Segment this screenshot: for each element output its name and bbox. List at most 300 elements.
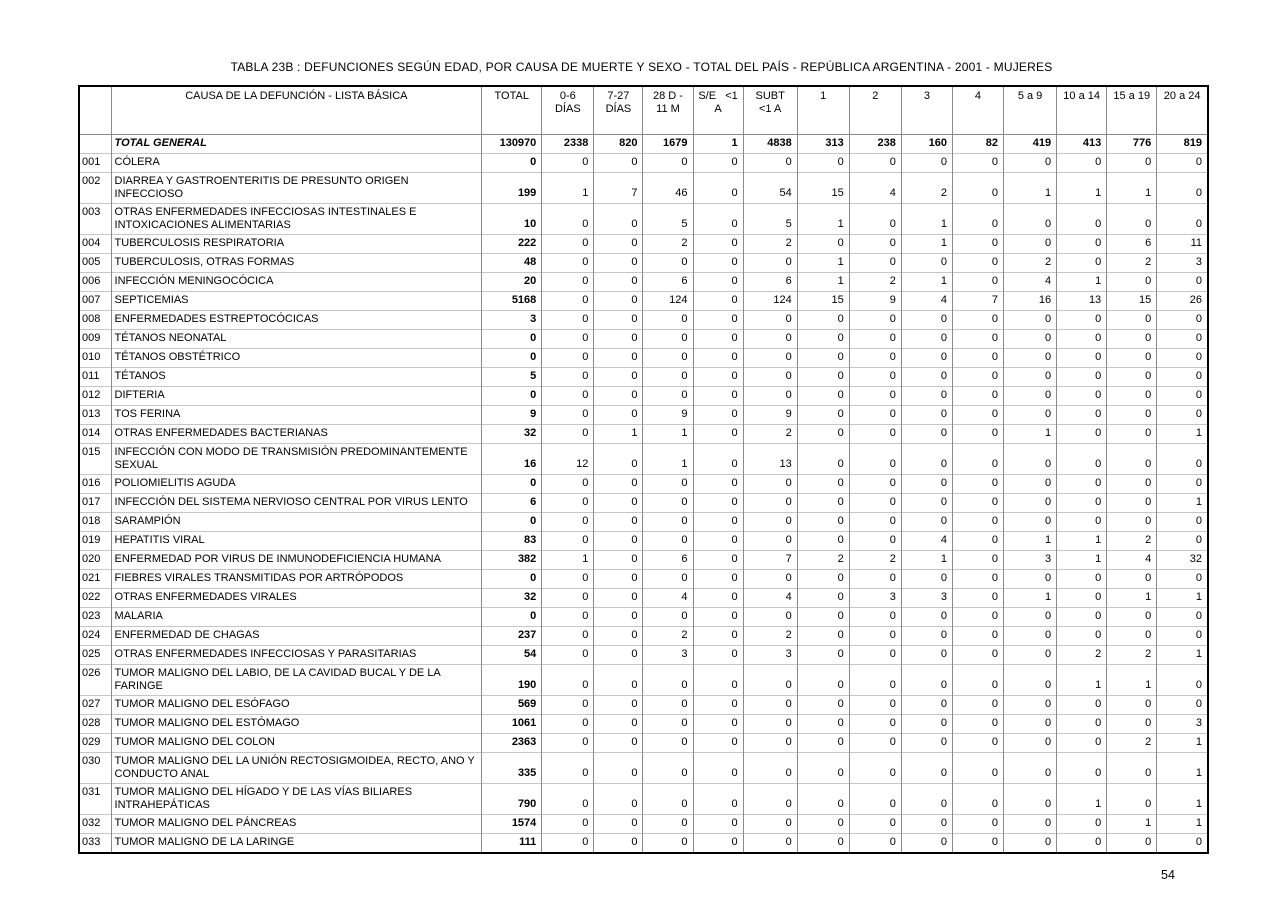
cause-name: OTRAS ENFERMEDADES BACTERIANAS bbox=[111, 424, 482, 443]
value-cell: 0 bbox=[797, 626, 849, 645]
value-cell: 0 bbox=[901, 607, 952, 626]
cause-name: TÉTANOS NEONATAL bbox=[111, 329, 482, 348]
value-cell: 4 bbox=[901, 531, 952, 550]
value-cell: 0 bbox=[1107, 272, 1157, 291]
value-cell: 0 bbox=[1057, 569, 1107, 588]
value-cell: 0 bbox=[901, 253, 952, 272]
value-cell: 0 bbox=[1057, 607, 1107, 626]
value-cell: 0 bbox=[542, 234, 594, 253]
value-cell: 0 bbox=[1157, 367, 1208, 386]
column-header-age-group: 28 D - 11 M bbox=[643, 86, 693, 134]
row-code: 005 bbox=[82, 255, 101, 268]
value-cell: 0 bbox=[743, 714, 797, 733]
value-cell: 0 bbox=[643, 474, 693, 493]
value-cell: 5 bbox=[643, 203, 693, 234]
value-cell: 0 bbox=[849, 367, 901, 386]
column-header-age-group: 7-27 DÍAS bbox=[594, 86, 643, 134]
value-cell: 0 bbox=[952, 733, 1003, 752]
value-cell: 0 bbox=[743, 310, 797, 329]
table-row bbox=[79, 291, 1208, 310]
value-cell: 0 bbox=[643, 153, 693, 172]
value-cell: 0 bbox=[797, 645, 849, 664]
value-cell: 0 bbox=[693, 172, 743, 203]
value-total: 20 bbox=[482, 272, 542, 291]
table-row bbox=[79, 607, 1208, 626]
cause-name: ENFERMEDADES ESTREPTOCÓCICAS bbox=[111, 310, 482, 329]
value-cell: 0 bbox=[542, 310, 594, 329]
value-cell: 0 bbox=[643, 733, 693, 752]
value-cell: 0 bbox=[1057, 474, 1107, 493]
value-cell: 3 bbox=[1157, 714, 1208, 733]
value-cell: 0 bbox=[542, 695, 594, 714]
value-cell: 0 bbox=[797, 512, 849, 531]
value-cell: 0 bbox=[952, 833, 1003, 853]
value-cell: 0 bbox=[849, 234, 901, 253]
value-cell: 3 bbox=[743, 645, 797, 664]
value-cell: 0 bbox=[643, 493, 693, 512]
value-cell: 0 bbox=[849, 833, 901, 853]
row-code: 030 bbox=[82, 754, 101, 767]
value-cell: 0 bbox=[743, 329, 797, 348]
value-cell: 0 bbox=[1107, 443, 1157, 474]
value-cell: 1 bbox=[901, 550, 952, 569]
column-header-age-group: 5 a 9 bbox=[1004, 86, 1057, 134]
value-cell: 0 bbox=[594, 695, 643, 714]
value-cell: 0 bbox=[1107, 153, 1157, 172]
table-row bbox=[79, 531, 1208, 550]
value-cell: 1 bbox=[1157, 588, 1208, 607]
value-cell: 0 bbox=[693, 291, 743, 310]
table-row bbox=[79, 348, 1208, 367]
value-cell: 0 bbox=[743, 367, 797, 386]
value-cell: 0 bbox=[1157, 569, 1208, 588]
column-header-age-group: 20 a 24 bbox=[1157, 86, 1208, 134]
value-cell: 0 bbox=[594, 291, 643, 310]
value-cell: 1 bbox=[1004, 588, 1057, 607]
value-cell: 3 bbox=[643, 645, 693, 664]
value-cell: 1 bbox=[542, 172, 594, 203]
value-cell: 0 bbox=[849, 203, 901, 234]
row-code: 021 bbox=[82, 571, 101, 584]
value-cell: 0 bbox=[594, 550, 643, 569]
value-cell: 0 bbox=[1004, 234, 1057, 253]
cause-name: TUMOR MALIGNO DEL ESÓFAGO bbox=[111, 695, 482, 714]
cause-name: MALARIA bbox=[111, 607, 482, 626]
table-row bbox=[79, 752, 1208, 783]
value-cell: 0 bbox=[901, 833, 952, 853]
cause-name: SEPTICEMIAS bbox=[111, 291, 482, 310]
value-cell: 0 bbox=[643, 531, 693, 550]
value-cell: 0 bbox=[1157, 512, 1208, 531]
value-cell: 0 bbox=[1107, 626, 1157, 645]
table-row bbox=[79, 474, 1208, 493]
value-total: 0 bbox=[482, 153, 542, 172]
value-cell: 0 bbox=[542, 493, 594, 512]
row-code: 013 bbox=[82, 407, 101, 420]
value-cell: 0 bbox=[1107, 203, 1157, 234]
value-cell: 0 bbox=[901, 474, 952, 493]
value-cell: 0 bbox=[594, 329, 643, 348]
value-cell: 0 bbox=[952, 310, 1003, 329]
value-cell: 0 bbox=[542, 329, 594, 348]
value-cell: 0 bbox=[797, 833, 849, 853]
value-total: 335 bbox=[482, 752, 542, 783]
value-cell: 0 bbox=[1107, 367, 1157, 386]
value-cell: 0 bbox=[643, 714, 693, 733]
value-cell: 0 bbox=[1157, 310, 1208, 329]
value-cell: 0 bbox=[952, 234, 1003, 253]
value-cell: 0 bbox=[952, 814, 1003, 833]
value-cell: 0 bbox=[643, 348, 693, 367]
value-cell: 0 bbox=[693, 833, 743, 853]
row-code: 012 bbox=[82, 388, 101, 401]
value-cell: 0 bbox=[797, 752, 849, 783]
value-total: 54 bbox=[482, 645, 542, 664]
value-cell: 1 bbox=[1157, 783, 1208, 814]
value-cell: 0 bbox=[1004, 474, 1057, 493]
value-cell: 0 bbox=[1157, 405, 1208, 424]
value-cell: 0 bbox=[643, 253, 693, 272]
value-cell: 0 bbox=[901, 783, 952, 814]
value-cell: 0 bbox=[952, 153, 1003, 172]
value-cell: 0 bbox=[542, 588, 594, 607]
value-cell: 1 bbox=[1107, 172, 1157, 203]
row-code: 028 bbox=[82, 716, 101, 729]
value-cell: 0 bbox=[1004, 348, 1057, 367]
value-cell: 0 bbox=[693, 310, 743, 329]
value-cell: 0 bbox=[594, 752, 643, 783]
value-cell: 0 bbox=[901, 348, 952, 367]
value-cell: 0 bbox=[1057, 588, 1107, 607]
value-total: 0 bbox=[482, 569, 542, 588]
table-row bbox=[79, 664, 1208, 695]
value-cell: 15 bbox=[797, 172, 849, 203]
value-cell: 819 bbox=[1157, 134, 1208, 153]
value-cell: 0 bbox=[1107, 310, 1157, 329]
value-cell: 1 bbox=[1004, 424, 1057, 443]
value-cell: 0 bbox=[693, 203, 743, 234]
cause-name: TUMOR MALIGNO DEL COLON bbox=[111, 733, 482, 752]
value-cell: 1 bbox=[901, 203, 952, 234]
column-header-total: TOTAL bbox=[482, 86, 542, 134]
value-cell: 0 bbox=[1004, 569, 1057, 588]
value-cell: 0 bbox=[901, 424, 952, 443]
value-cell: 0 bbox=[743, 814, 797, 833]
table-row bbox=[79, 329, 1208, 348]
value-cell: 0 bbox=[1107, 386, 1157, 405]
value-cell: 82 bbox=[952, 134, 1003, 153]
table-row bbox=[79, 153, 1208, 172]
value-cell: 0 bbox=[594, 493, 643, 512]
value-cell: 0 bbox=[542, 367, 594, 386]
value-cell: 0 bbox=[901, 664, 952, 695]
value-cell: 0 bbox=[797, 607, 849, 626]
value-cell: 0 bbox=[797, 588, 849, 607]
value-cell: 0 bbox=[797, 234, 849, 253]
value-cell: 0 bbox=[849, 253, 901, 272]
value-cell: 0 bbox=[1057, 833, 1107, 853]
value-cell: 0 bbox=[901, 512, 952, 531]
value-cell: 0 bbox=[1107, 752, 1157, 783]
value-cell: 0 bbox=[849, 569, 901, 588]
value-cell: 0 bbox=[693, 783, 743, 814]
value-cell: 0 bbox=[643, 833, 693, 853]
value-cell: 0 bbox=[542, 203, 594, 234]
value-cell: 0 bbox=[1004, 733, 1057, 752]
value-cell: 0 bbox=[542, 607, 594, 626]
value-cell: 1 bbox=[1057, 550, 1107, 569]
value-cell: 0 bbox=[901, 752, 952, 783]
cause-name: FIEBRES VIRALES TRANSMITIDAS POR ARTRÓPODOS bbox=[111, 569, 482, 588]
value-cell: 0 bbox=[594, 367, 643, 386]
value-cell: 0 bbox=[542, 424, 594, 443]
value-cell: 0 bbox=[542, 386, 594, 405]
value-cell: 0 bbox=[797, 424, 849, 443]
cause-name: OTRAS ENFERMEDADES VIRALES bbox=[111, 588, 482, 607]
value-cell: 0 bbox=[952, 626, 1003, 645]
value-cell: 0 bbox=[1107, 714, 1157, 733]
value-cell: 413 bbox=[1057, 134, 1107, 153]
value-cell: 0 bbox=[743, 531, 797, 550]
page-number: 54 bbox=[1161, 868, 1175, 882]
value-cell: 419 bbox=[1004, 134, 1057, 153]
value-cell: 0 bbox=[693, 664, 743, 695]
value-cell: 0 bbox=[952, 531, 1003, 550]
value-cell: 0 bbox=[849, 783, 901, 814]
row-code: 025 bbox=[82, 647, 101, 660]
value-cell: 0 bbox=[849, 386, 901, 405]
value-cell: 0 bbox=[952, 474, 1003, 493]
value-total: 190 bbox=[482, 664, 542, 695]
row-code: 023 bbox=[82, 609, 101, 622]
value-cell: 0 bbox=[1107, 695, 1157, 714]
value-cell: 0 bbox=[952, 588, 1003, 607]
value-cell: 0 bbox=[594, 348, 643, 367]
row-code: 019 bbox=[82, 533, 101, 546]
value-cell: 0 bbox=[594, 272, 643, 291]
table-row bbox=[79, 733, 1208, 752]
value-cell: 1 bbox=[797, 253, 849, 272]
row-code: 006 bbox=[82, 274, 101, 287]
value-cell: 0 bbox=[1107, 474, 1157, 493]
cause-name: TUMOR MALIGNO DEL PÁNCREAS bbox=[111, 814, 482, 833]
value-cell: 0 bbox=[952, 329, 1003, 348]
value-cell: 11 bbox=[1157, 234, 1208, 253]
page-title: TABLA 23B : DEFUNCIONES SEGÚN EDAD, POR CAUSA DE MUERTE Y SEXO - TOTAL DEL PAÍS - REPÚBLICA ARGENTINA - 2001 - MUJERES bbox=[230, 60, 1053, 74]
value-cell: 0 bbox=[1004, 607, 1057, 626]
value-cell: 1 bbox=[1107, 814, 1157, 833]
value-cell: 0 bbox=[542, 512, 594, 531]
row-code: 029 bbox=[82, 735, 101, 748]
value-cell: 0 bbox=[849, 310, 901, 329]
row-code: 017 bbox=[82, 495, 101, 508]
table-row bbox=[79, 814, 1208, 833]
value-cell: 0 bbox=[1157, 443, 1208, 474]
value-cell: 0 bbox=[643, 569, 693, 588]
value-cell: 32 bbox=[1157, 550, 1208, 569]
value-cell: 1 bbox=[1157, 424, 1208, 443]
column-header-age-group: 15 a 19 bbox=[1107, 86, 1157, 134]
row-code: 001 bbox=[82, 155, 101, 168]
value-cell: 0 bbox=[693, 405, 743, 424]
cause-name: OTRAS ENFERMEDADES INFECCIOSAS INTESTINALES E INTOXICACIONES ALIMENTARIAS bbox=[111, 203, 482, 234]
cause-name: TUBERCULOSIS RESPIRATORIA bbox=[111, 234, 482, 253]
value-cell: 0 bbox=[952, 367, 1003, 386]
value-cell: 0 bbox=[542, 153, 594, 172]
value-cell: 0 bbox=[1004, 752, 1057, 783]
row-code: 032 bbox=[82, 816, 101, 829]
table-row bbox=[79, 443, 1208, 474]
value-cell: 0 bbox=[643, 695, 693, 714]
value-total: 130970 bbox=[482, 134, 542, 153]
value-cell: 0 bbox=[643, 367, 693, 386]
value-cell: 0 bbox=[643, 783, 693, 814]
value-cell: 3 bbox=[1157, 253, 1208, 272]
value-cell: 0 bbox=[952, 253, 1003, 272]
value-cell: 0 bbox=[1004, 626, 1057, 645]
value-cell: 0 bbox=[952, 783, 1003, 814]
value-cell: 6 bbox=[743, 272, 797, 291]
value-cell: 124 bbox=[743, 291, 797, 310]
table-row bbox=[79, 550, 1208, 569]
value-cell: 0 bbox=[743, 664, 797, 695]
row-code: 011 bbox=[82, 369, 100, 382]
value-cell: 0 bbox=[743, 607, 797, 626]
value-cell: 0 bbox=[901, 695, 952, 714]
value-cell: 0 bbox=[743, 153, 797, 172]
value-cell: 0 bbox=[743, 493, 797, 512]
value-cell: 1 bbox=[1157, 814, 1208, 833]
value-cell: 0 bbox=[693, 531, 743, 550]
value-cell: 1 bbox=[1057, 172, 1107, 203]
column-header-age-group: 4 bbox=[952, 86, 1003, 134]
value-cell: 1 bbox=[1157, 645, 1208, 664]
cause-name: DIFTERIA bbox=[111, 386, 482, 405]
value-cell: 0 bbox=[797, 814, 849, 833]
value-cell: 0 bbox=[594, 645, 643, 664]
cause-name: TUBERCULOSIS, OTRAS FORMAS bbox=[111, 253, 482, 272]
value-cell: 0 bbox=[594, 783, 643, 814]
value-cell: 4 bbox=[901, 291, 952, 310]
value-cell: 0 bbox=[901, 405, 952, 424]
value-cell: 0 bbox=[1057, 405, 1107, 424]
value-cell: 0 bbox=[1107, 424, 1157, 443]
value-total: 0 bbox=[482, 474, 542, 493]
value-cell: 0 bbox=[952, 664, 1003, 695]
value-cell: 0 bbox=[693, 588, 743, 607]
value-cell: 0 bbox=[594, 310, 643, 329]
row-code: 015 bbox=[82, 445, 101, 458]
value-cell: 0 bbox=[849, 405, 901, 424]
value-total: 32 bbox=[482, 588, 542, 607]
value-cell: 1 bbox=[1004, 531, 1057, 550]
value-cell: 16 bbox=[1004, 291, 1057, 310]
value-cell: 0 bbox=[901, 367, 952, 386]
value-cell: 0 bbox=[849, 714, 901, 733]
value-cell: 0 bbox=[952, 424, 1003, 443]
value-cell: 1 bbox=[1157, 752, 1208, 783]
table-row bbox=[79, 272, 1208, 291]
value-cell: 0 bbox=[1057, 733, 1107, 752]
value-total: 2363 bbox=[482, 733, 542, 752]
cause-name: OTRAS ENFERMEDADES INFECCIOSAS Y PARASITARIAS bbox=[111, 645, 482, 664]
table-row bbox=[79, 645, 1208, 664]
row-code: 018 bbox=[82, 514, 101, 527]
value-cell: 0 bbox=[693, 493, 743, 512]
value-total: 1574 bbox=[482, 814, 542, 833]
value-cell: 0 bbox=[1004, 493, 1057, 512]
value-cell: 0 bbox=[1157, 153, 1208, 172]
value-cell: 0 bbox=[1004, 714, 1057, 733]
value-cell: 0 bbox=[594, 512, 643, 531]
value-cell: 0 bbox=[743, 733, 797, 752]
value-cell: 0 bbox=[901, 310, 952, 329]
value-cell: 3 bbox=[901, 588, 952, 607]
column-header-age-group: 3 bbox=[901, 86, 952, 134]
cause-name: TUMOR MALIGNO DEL HÍGADO Y DE LAS VÍAS BILIARES INTRAHEPÁTICAS bbox=[111, 783, 482, 814]
value-total: 222 bbox=[482, 234, 542, 253]
row-code bbox=[79, 134, 111, 153]
value-total: 569 bbox=[482, 695, 542, 714]
cause-name: HEPATITIS VIRAL bbox=[111, 531, 482, 550]
column-header-code bbox=[79, 86, 111, 134]
value-cell: 1 bbox=[901, 272, 952, 291]
value-cell: 0 bbox=[1057, 253, 1107, 272]
value-cell: 2 bbox=[1107, 253, 1157, 272]
value-cell: 0 bbox=[1107, 348, 1157, 367]
value-cell: 0 bbox=[542, 733, 594, 752]
row-code: 008 bbox=[82, 312, 101, 325]
value-total: 10 bbox=[482, 203, 542, 234]
row-code: 014 bbox=[82, 426, 101, 439]
value-cell: 0 bbox=[1157, 626, 1208, 645]
value-cell: 0 bbox=[797, 386, 849, 405]
value-cell: 0 bbox=[542, 783, 594, 814]
value-cell: 26 bbox=[1157, 291, 1208, 310]
value-cell: 0 bbox=[952, 203, 1003, 234]
value-cell: 0 bbox=[797, 493, 849, 512]
value-cell: 0 bbox=[1057, 203, 1107, 234]
value-cell: 0 bbox=[693, 512, 743, 531]
value-cell: 0 bbox=[1107, 607, 1157, 626]
value-cell: 7 bbox=[952, 291, 1003, 310]
value-cell: 0 bbox=[849, 733, 901, 752]
cause-name: TÉTANOS OBSTÉTRICO bbox=[111, 348, 482, 367]
value-cell: 0 bbox=[1057, 386, 1107, 405]
value-cell: 46 bbox=[643, 172, 693, 203]
value-cell: 2 bbox=[1107, 733, 1157, 752]
value-cell: 0 bbox=[1057, 626, 1107, 645]
value-cell: 0 bbox=[849, 814, 901, 833]
value-cell: 0 bbox=[542, 664, 594, 695]
value-cell: 0 bbox=[693, 695, 743, 714]
table-header-row bbox=[79, 86, 1208, 134]
value-cell: 0 bbox=[901, 493, 952, 512]
value-cell: 0 bbox=[1004, 310, 1057, 329]
value-cell: 1 bbox=[594, 424, 643, 443]
value-cell: 1 bbox=[1004, 172, 1057, 203]
value-cell: 0 bbox=[643, 752, 693, 783]
value-cell: 0 bbox=[1107, 569, 1157, 588]
value-cell: 0 bbox=[1057, 695, 1107, 714]
value-cell: 7 bbox=[594, 172, 643, 203]
value-cell: 0 bbox=[1057, 443, 1107, 474]
column-header-age-group: 1 bbox=[797, 86, 849, 134]
total-general-row bbox=[79, 134, 1208, 153]
value-cell: 0 bbox=[594, 664, 643, 695]
value-total: 0 bbox=[482, 512, 542, 531]
value-cell: 0 bbox=[594, 203, 643, 234]
